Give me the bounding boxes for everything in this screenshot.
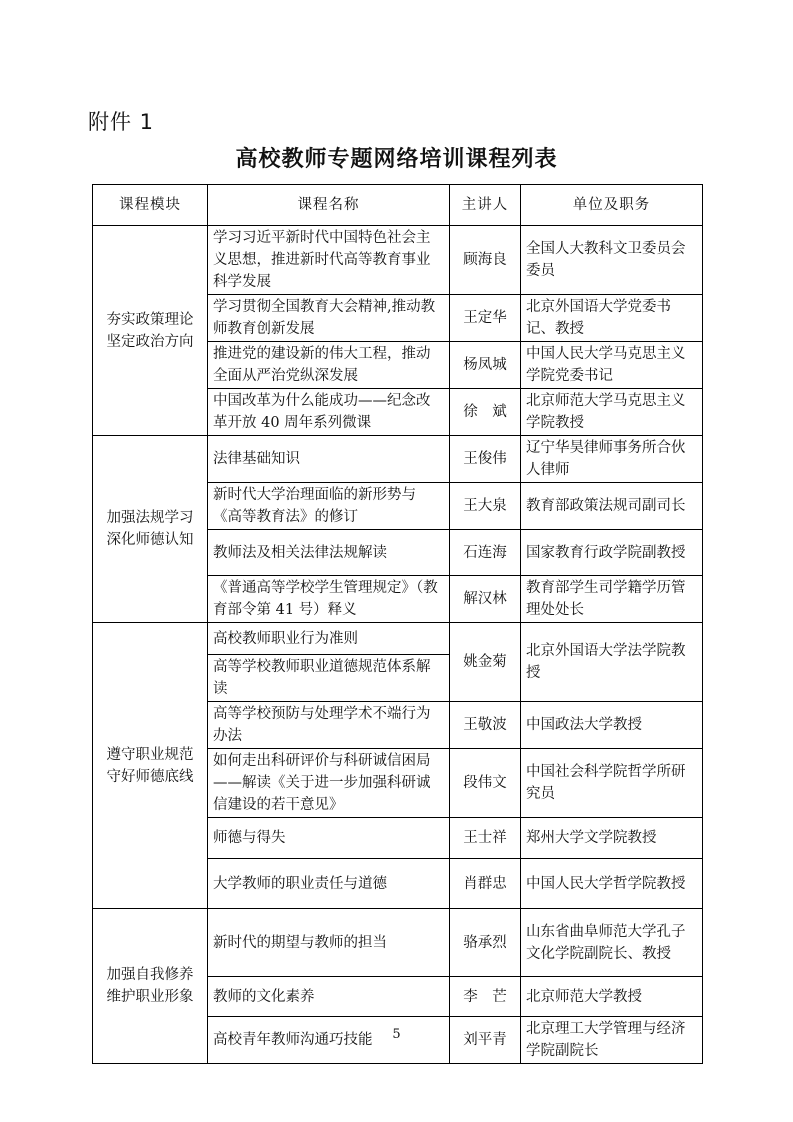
course-cell: 教师的文化素养 [208, 977, 450, 1017]
unit-cell: 北京外国语大学法学院教授 [521, 623, 703, 702]
course-cell: 大学教师的职业责任与道德 [208, 859, 450, 909]
unit-cell: 郑州大学文学院教授 [521, 818, 703, 859]
module-cell: 夯实政策理论坚定政治方向 [93, 226, 208, 436]
speaker-cell: 石连海 [450, 530, 521, 576]
unit-cell: 国家教育行政学院副教授 [521, 530, 703, 576]
speaker-cell: 王大泉 [450, 483, 521, 530]
unit-cell: 辽宁华昊律师事务所合伙人律师 [521, 436, 703, 483]
course-cell: 高等学校预防与处理学术不端行为办法 [208, 702, 450, 749]
unit-cell: 中国社会科学院哲学所研究员 [521, 749, 703, 818]
course-cell: 如何走出科研评价与科研诚信困局——解读《关于进一步加强科研诚信建设的若干意见》 [208, 749, 450, 818]
speaker-cell: 徐 斌 [450, 389, 521, 436]
unit-cell: 北京理工大学管理与经济学院副院长 [521, 1017, 703, 1064]
attachment-label: 附件 1 [88, 110, 155, 134]
speaker-cell: 王士祥 [450, 818, 521, 859]
module-cell: 加强自我修养维护职业形象 [93, 909, 208, 1064]
speaker-cell: 刘平青 [450, 1017, 521, 1064]
speaker-cell: 姚金菊 [450, 623, 521, 702]
header-unit: 单位及职务 [521, 185, 703, 226]
course-cell: 中国改革为什么能成功——纪念改革开放 40 周年系列微课 [208, 389, 450, 436]
speaker-cell: 王俊伟 [450, 436, 521, 483]
course-cell: 学习贯彻全国教育大会精神,推动教师教育创新发展 [208, 295, 450, 342]
unit-cell: 北京外国语大学党委书记、教授 [521, 295, 703, 342]
table-row [93, 909, 703, 977]
speaker-cell: 顾海良 [450, 226, 521, 295]
course-cell: 教师法及相关法律法规解读 [208, 530, 450, 576]
speaker-cell: 段伟文 [450, 749, 521, 818]
header-course: 课程名称 [208, 185, 450, 226]
table-row [93, 226, 703, 295]
document-title: 高校教师专题网络培训课程列表 [235, 147, 558, 172]
course-table [92, 184, 703, 1064]
unit-cell: 山东省曲阜师范大学孔子文化学院副院长、教授 [521, 909, 703, 977]
course-cell: 法律基础知识 [208, 436, 450, 483]
page-number: 5 [392, 1027, 401, 1042]
unit-cell: 北京师范大学马克思主义学院教授 [521, 389, 703, 436]
course-cell: 高校青年教师沟通巧技能 [208, 1017, 450, 1064]
speaker-cell: 杨凤城 [450, 342, 521, 389]
speaker-cell: 李 芒 [450, 977, 521, 1017]
module-cell: 加强法规学习深化师德认知 [93, 436, 208, 623]
unit-cell: 中国政法大学教授 [521, 702, 703, 749]
unit-cell: 教育部政策法规司副司长 [521, 483, 703, 530]
unit-cell: 北京师范大学教授 [521, 977, 703, 1017]
course-cell: 《普通高等学校学生管理规定》（教育部令第 41 号）释义 [208, 576, 450, 623]
table-row [93, 436, 703, 483]
course-cell: 新时代大学治理面临的新形势与《高等教育法》的修订 [208, 483, 450, 530]
unit-cell: 中国人民大学哲学院教授 [521, 859, 703, 909]
speaker-cell: 王定华 [450, 295, 521, 342]
speaker-cell: 解汉林 [450, 576, 521, 623]
table-row [93, 623, 703, 655]
unit-cell: 教育部学生司学籍学历管理处处长 [521, 576, 703, 623]
speaker-cell: 肖群忠 [450, 859, 521, 909]
module-cell: 遵守职业规范守好师德底线 [93, 623, 208, 909]
table-header-row [93, 185, 703, 226]
speaker-cell: 王敬波 [450, 702, 521, 749]
course-cell: 高等学校教师职业道德规范体系解读 [208, 655, 450, 702]
course-cell: 师德与得失 [208, 818, 450, 859]
course-cell: 学习习近平新时代中国特色社会主义思想，推进新时代高等教育事业科学发展 [208, 226, 450, 295]
course-cell: 高校教师职业行为准则 [208, 623, 450, 655]
unit-cell: 全国人大教科文卫委员会委员 [521, 226, 703, 295]
unit-cell: 中国人民大学马克思主义学院党委书记 [521, 342, 703, 389]
header-speaker: 主讲人 [450, 185, 521, 226]
course-cell: 推进党的建设新的伟大工程，推动全面从严治党纵深发展 [208, 342, 450, 389]
course-cell: 新时代的期望与教师的担当 [208, 909, 450, 977]
header-module: 课程模块 [93, 185, 208, 226]
speaker-cell: 骆承烈 [450, 909, 521, 977]
